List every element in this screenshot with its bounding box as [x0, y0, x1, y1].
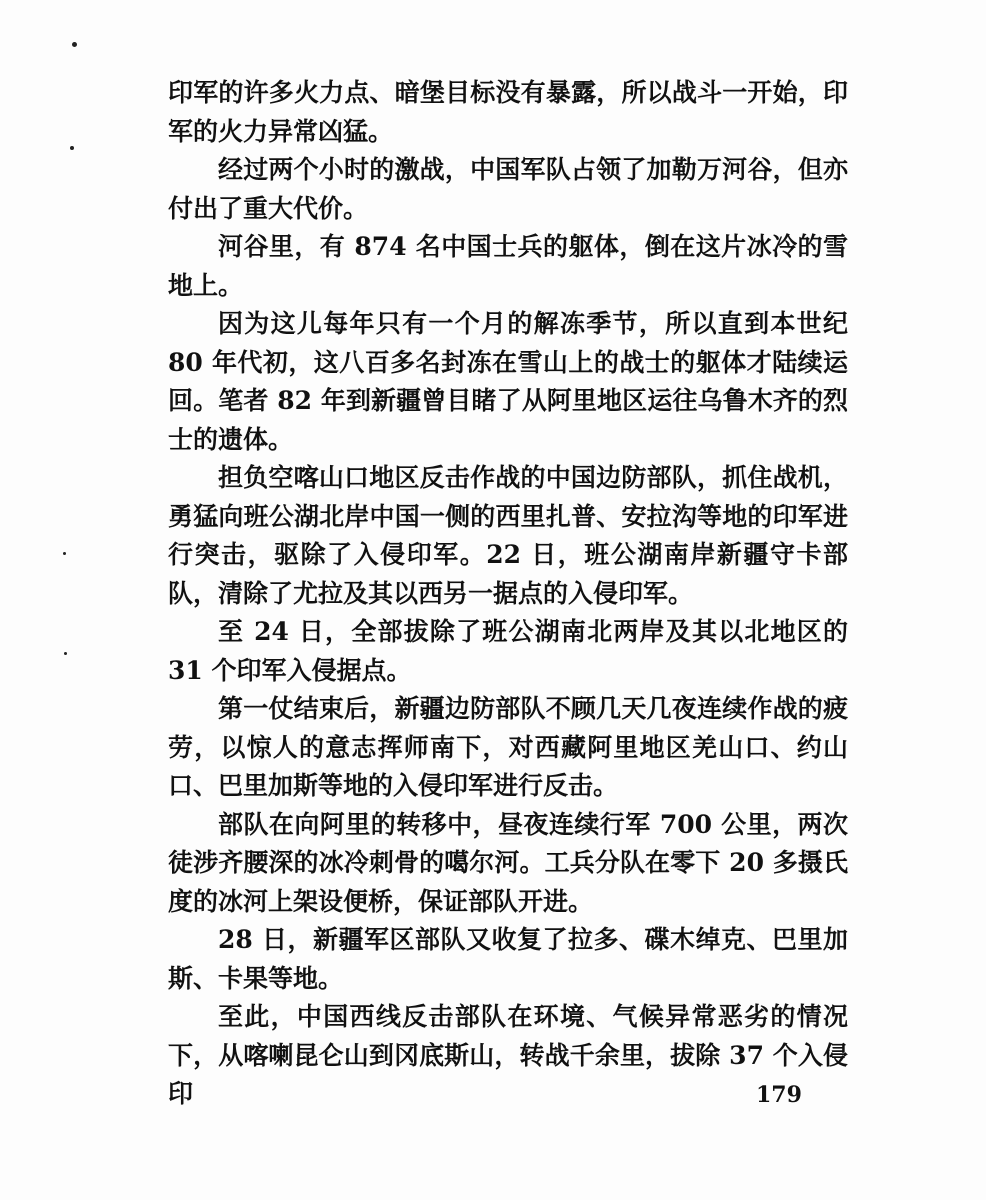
paragraph: 因为这儿每年只有一个月的解冻季节，所以直到本世纪80 年代初，这八百多名封冻在雪山上的战士的躯体才陆续运回。笔者 82 年到新疆曾目睹了从阿里地区运往乌鲁木齐的烈士的遗体。 [168, 309, 848, 454]
scan-speck [70, 146, 74, 150]
paragraph: 至 24 日，全部拔除了班公湖南北两岸及其以北地区的31 个印军入侵据点。 [168, 617, 848, 685]
paragraph: 至此，中国西线反击部队在环境、气候异常恶劣的情况下，从喀喇昆仑山到冈底斯山，转战千余里，拔除 37 个入侵印 [168, 1002, 848, 1108]
paragraph: 河谷里，有 874 名中国士兵的躯体，倒在这片冰冷的雪地上。 [168, 232, 848, 300]
scan-speck [72, 42, 77, 47]
paragraph: 经过两个小时的激战，中国军队占领了加勒万河谷，但亦付出了重大代价。 [168, 155, 848, 223]
scan-speck [64, 652, 67, 655]
page-number: 179 [756, 1082, 802, 1108]
paragraph: 部队在向阿里的转移中，昼夜连续行军 700 公里，两次徒涉齐腰深的冰冷刺骨的噶尔河。工兵分队在零下 20 多摄氏度的冰河上架设便桥，保证部队开进。 [168, 809, 848, 916]
paragraph: 第一仗结束后，新疆边防部队不顾几天几夜连续作战的疲劳，以惊人的意志挥师南下，对西藏阿里地区羌山口、约山口、巴里加斯等地的入侵印军进行反击。 [168, 694, 848, 800]
paragraph: 28 日，新疆军区部队又收复了拉多、碟木绰克、巴里加斯、卡果等地。 [168, 925, 848, 993]
scan-speck [63, 552, 66, 555]
paragraph: 担负空喀山口地区反击作战的中国边防部队，抓住战机，勇猛向班公湖北岸中国一侧的西里扎普、安拉沟等地的印军进行突击，驱除了入侵印军。22 日，班公湖南岸新疆守卡部队，清除了尤拉及其以西另一据点的入侵印军。 [168, 463, 848, 608]
paragraph: 印军的许多火力点、暗堡目标没有暴露，所以战斗一开始，印军的火力异常凶猛。 [168, 78, 848, 146]
body-text [168, 74, 848, 1114]
